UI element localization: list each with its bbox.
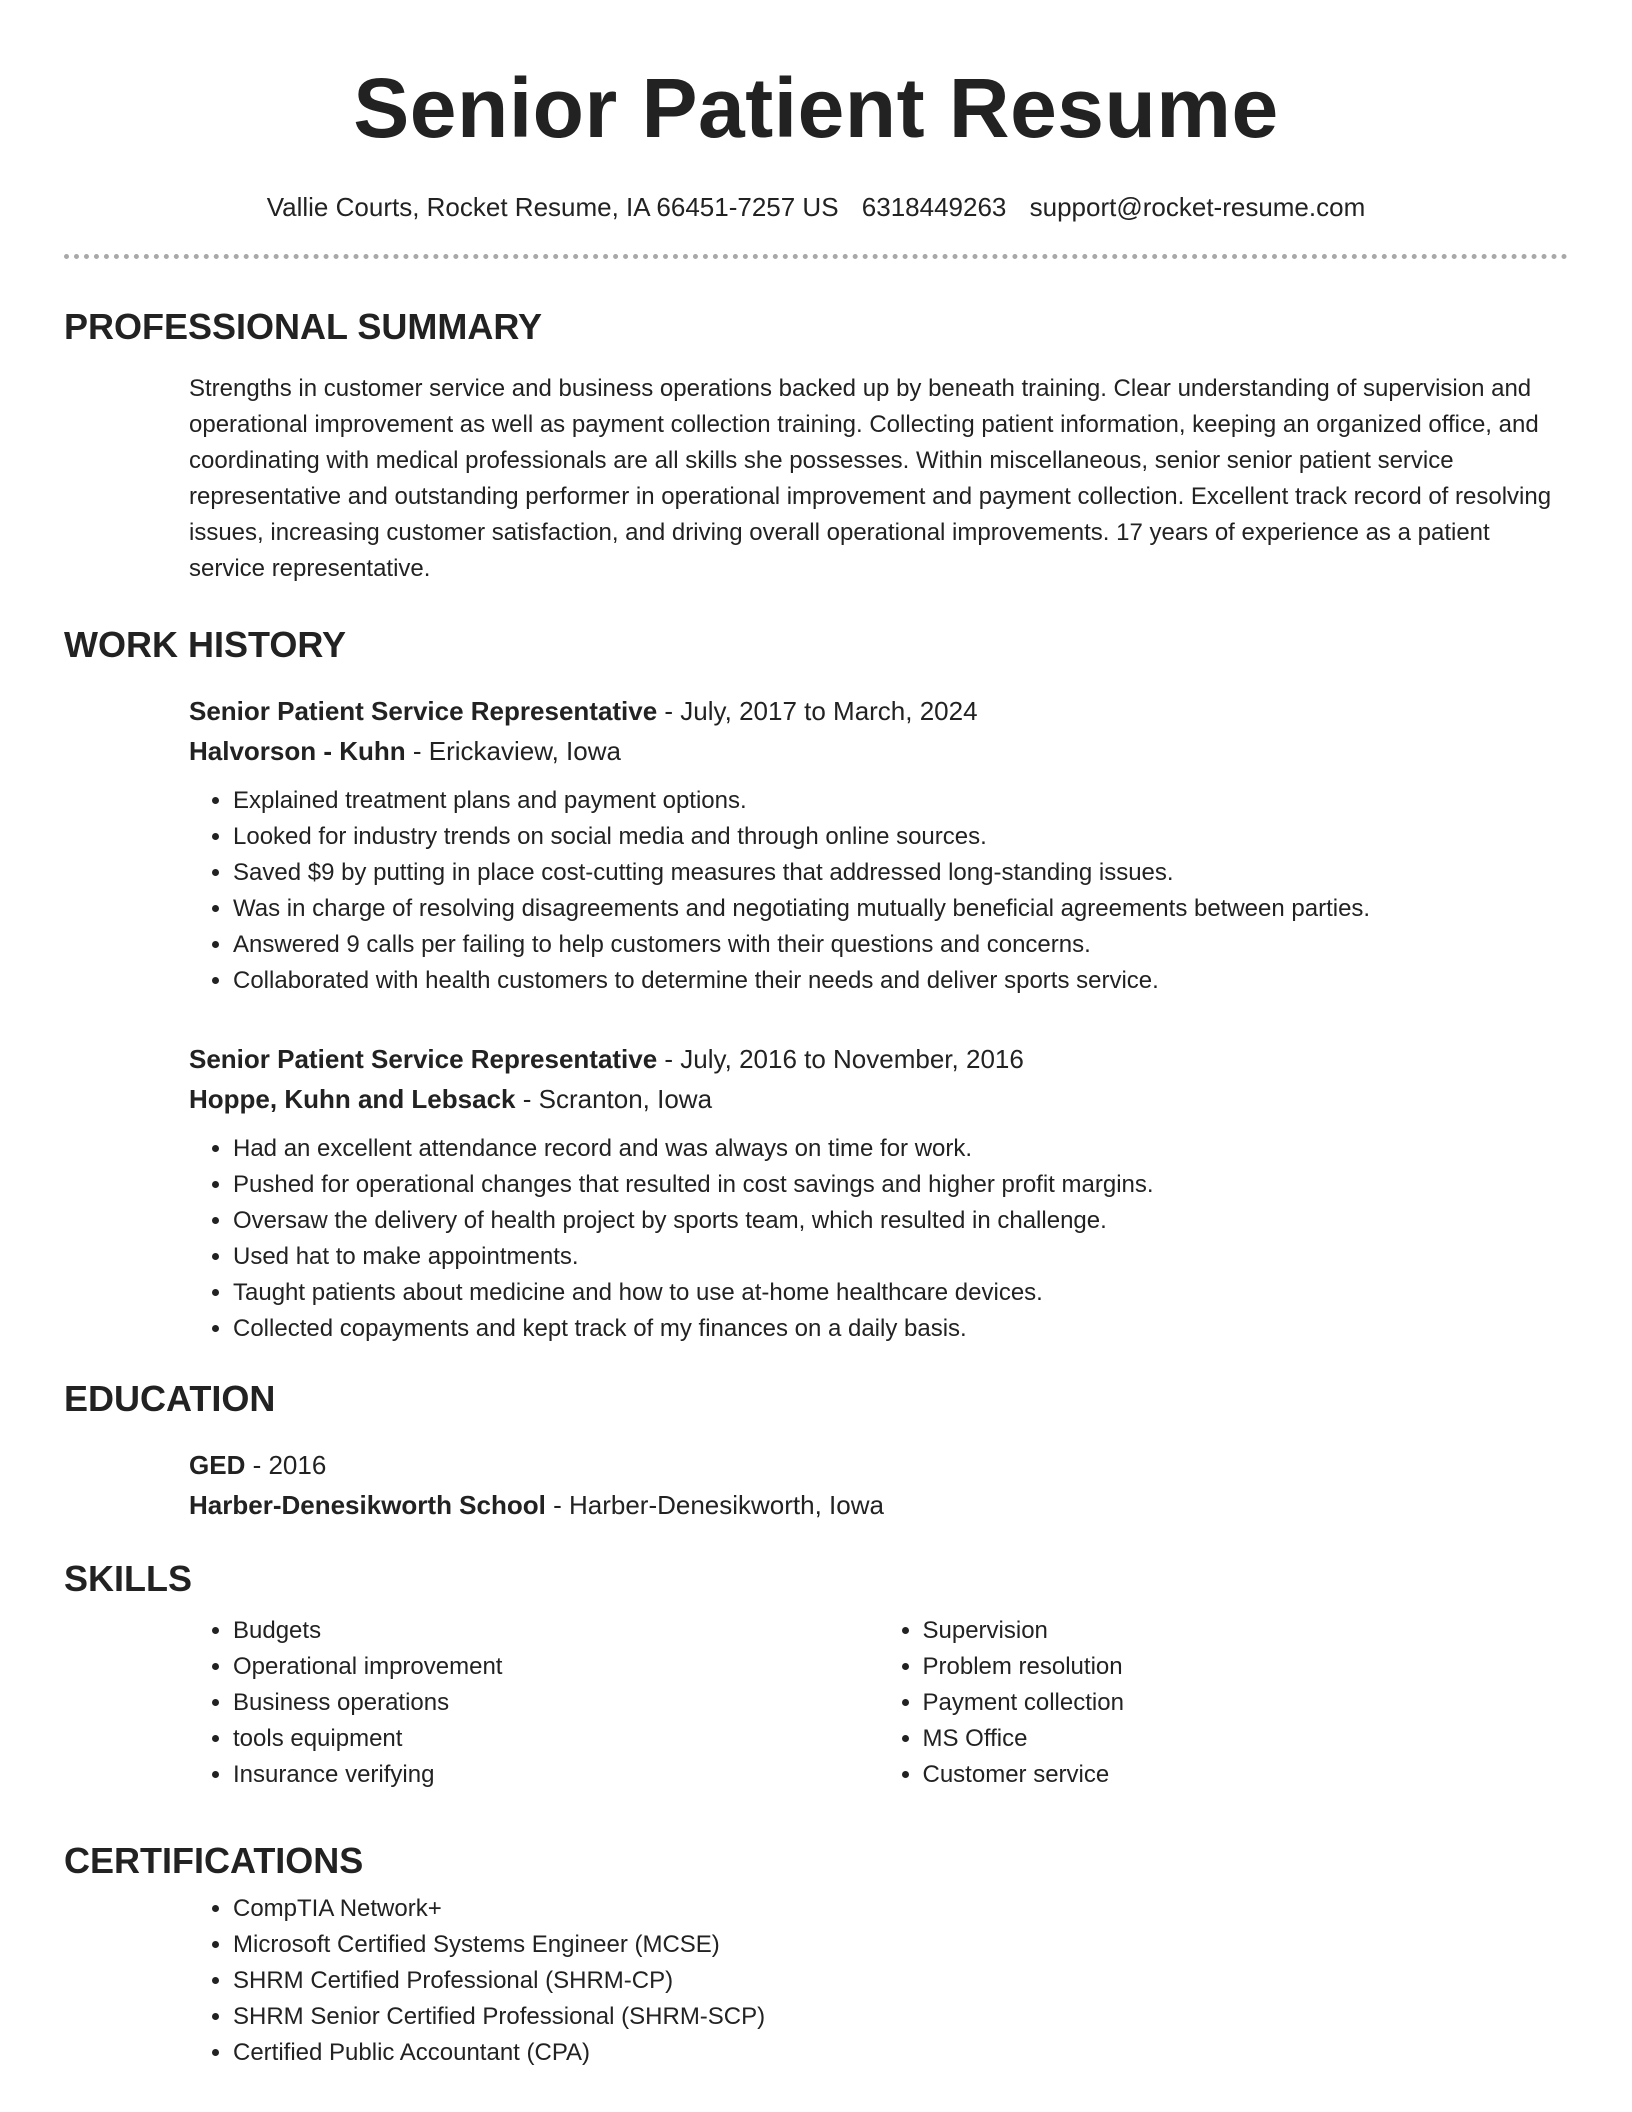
list-item: • Insurance verifying bbox=[233, 1757, 879, 1793]
certifications-list bbox=[189, 1891, 1568, 2071]
list-item: • Supervision bbox=[923, 1613, 1569, 1649]
list-item: • MS Office bbox=[923, 1721, 1569, 1757]
education-degree: GED bbox=[189, 1450, 246, 1480]
list-item: • tools equipment bbox=[233, 1721, 879, 1757]
list-item: • CompTIA Network+ bbox=[233, 1891, 1568, 1927]
list-item: • SHRM Senior Certified Professional (SHRM-SCP) bbox=[233, 1999, 1568, 2035]
job-dates: - July, 2016 to November, 2016 bbox=[657, 1044, 1024, 1074]
list-item: • Was in charge of resolving disagreements and negotiating mutually beneficial agreements between parties. bbox=[233, 891, 1568, 927]
list-item: • Customer service bbox=[923, 1757, 1569, 1793]
job-entry bbox=[189, 691, 1568, 999]
list-item: • Operational improvement bbox=[233, 1649, 879, 1685]
job-role: Senior Patient Service Representative bbox=[189, 1044, 658, 1074]
list-item: • Oversaw the delivery of health project by sports team, which resulted in challenge. bbox=[233, 1203, 1568, 1239]
education-school: Harber-Denesikworth School bbox=[189, 1490, 546, 1520]
skills-list-left bbox=[189, 1613, 879, 1793]
list-item: • Payment collection bbox=[923, 1685, 1569, 1721]
education-degree-line bbox=[189, 1445, 1568, 1485]
job-dates: - July, 2017 to March, 2024 bbox=[657, 696, 978, 726]
job-role: Senior Patient Service Representative bbox=[189, 696, 658, 726]
job-location: - Erickaview, Iowa bbox=[405, 736, 621, 766]
section-title-skills: SKILLS bbox=[64, 1558, 193, 1599]
job-company: Hoppe, Kuhn and Lebsack bbox=[189, 1084, 516, 1114]
list-item: • Explained treatment plans and payment options. bbox=[233, 783, 1568, 819]
list-item: • Microsoft Certified Systems Engineer (MCSE) bbox=[233, 1927, 1568, 1963]
list-item: • Pushed for operational changes that resulted in cost savings and higher profit margins. bbox=[233, 1167, 1568, 1203]
summary-text: Strengths in customer service and business operations backed up by beneath training. Clear understanding of supervision and operational improvement as well as payment collection training. Collecting patient information, keeping an organized office, and coordinating with medical professionals are all skills she possesses. Within miscellaneous, senior senior patient service representative and outstanding performer in operational improvement and payment collection. Excellent track record of resolving issues, increasing customer satisfaction, and driving overall operational improvements. 17 years of experience as a patient service representative. bbox=[189, 375, 1552, 582]
list-item: • Collected copayments and kept track of my finances on a daily basis. bbox=[233, 1311, 1568, 1347]
section-title-certifications: CERTIFICATIONS bbox=[64, 1840, 364, 1881]
job-bullets bbox=[189, 783, 1568, 999]
education-school-line bbox=[189, 1485, 1568, 1525]
list-item: • Budgets bbox=[233, 1613, 879, 1649]
skills-list-right bbox=[879, 1613, 1569, 1793]
education-entry bbox=[189, 1445, 1568, 1525]
list-item: • Looked for industry trends on social media and through online sources. bbox=[233, 819, 1568, 855]
list-item: • Saved $9 by putting in place cost-cutting measures that addressed long-standing issues. bbox=[233, 855, 1568, 891]
list-item: • Taught patients about medicine and how to use at-home healthcare devices. bbox=[233, 1275, 1568, 1311]
contact-phone: 6318449263 bbox=[861, 192, 1007, 222]
list-item: • Collaborated with health customers to determine their needs and deliver sports service. bbox=[233, 963, 1568, 999]
list-item: • SHRM Certified Professional (SHRM-CP) bbox=[233, 1963, 1568, 1999]
contact-address: Vallie Courts, Rocket Resume, IA 66451-7257 US bbox=[266, 192, 839, 222]
contact-email: support@rocket-resume.com bbox=[1029, 192, 1366, 222]
section-title-work-history: WORK HISTORY bbox=[64, 624, 347, 665]
list-item: • Business operations bbox=[233, 1685, 879, 1721]
list-item: • Problem resolution bbox=[923, 1649, 1569, 1685]
job-role-line bbox=[189, 1039, 1568, 1079]
section-title-summary: PROFESSIONAL SUMMARY bbox=[64, 306, 543, 347]
education-year: - 2016 bbox=[245, 1450, 327, 1480]
skills-grid bbox=[189, 1613, 1568, 1793]
education-location: - Harber-Denesikworth, Iowa bbox=[545, 1490, 884, 1520]
job-role-line bbox=[189, 691, 1568, 731]
job-entry bbox=[189, 1039, 1568, 1347]
job-company: Halvorson - Kuhn bbox=[189, 736, 406, 766]
resume-title: Senior Patient Resume bbox=[353, 61, 1279, 155]
list-item: • Answered 9 calls per failing to help customers with their questions and concerns. bbox=[233, 927, 1568, 963]
contact-line bbox=[64, 194, 1568, 220]
list-item: • Used hat to make appointments. bbox=[233, 1239, 1568, 1275]
job-company-line bbox=[189, 731, 1568, 771]
header-divider bbox=[64, 254, 1568, 259]
job-location: - Scranton, Iowa bbox=[515, 1084, 713, 1114]
section-title-education: EDUCATION bbox=[64, 1378, 276, 1419]
list-item: • Certified Public Accountant (CPA) bbox=[233, 2035, 1568, 2071]
list-item: • Had an excellent attendance record and was always on time for work. bbox=[233, 1131, 1568, 1167]
job-bullets bbox=[189, 1131, 1568, 1347]
job-company-line bbox=[189, 1079, 1568, 1119]
